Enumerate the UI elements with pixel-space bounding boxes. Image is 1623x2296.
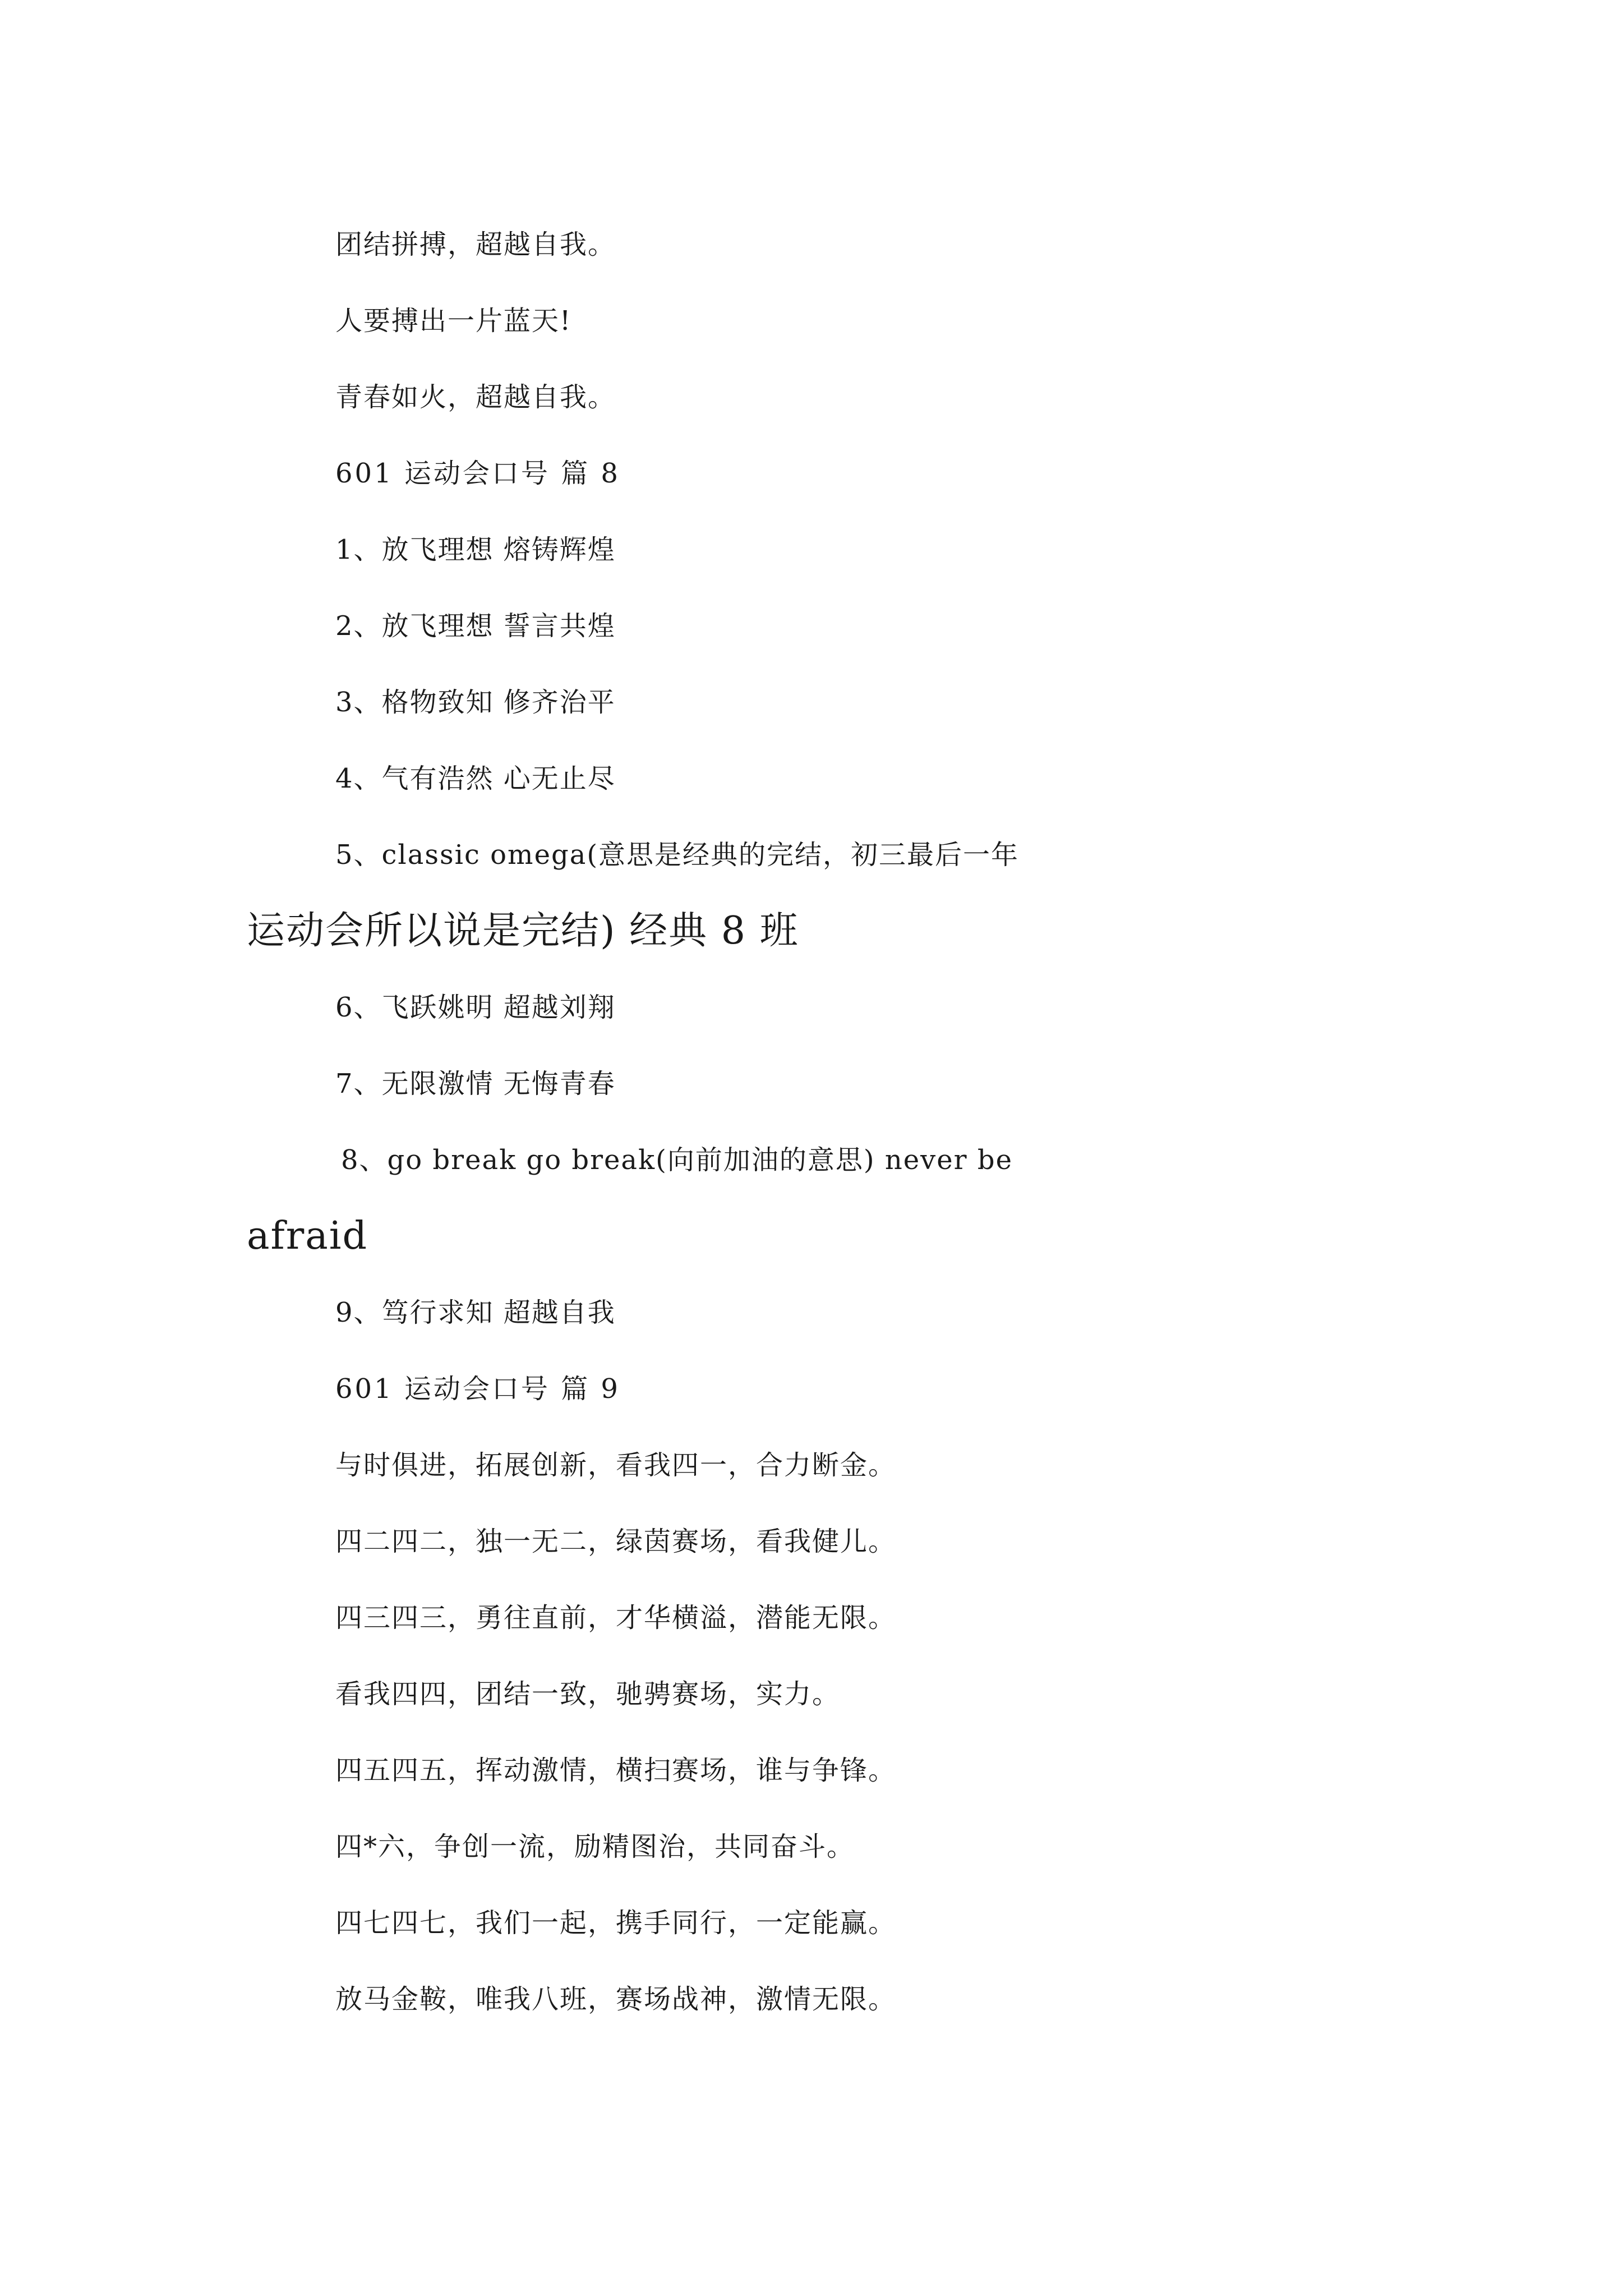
text-line: 团结拼搏，超越自我。: [335, 229, 616, 260]
list-item-continuation: afraid: [247, 1214, 368, 1258]
list-item: 8、go break go break(向前加油的意思) never be: [341, 1144, 1013, 1176]
section-heading: 601 运动会口号 篇 8: [335, 458, 620, 489]
list-item: 5、classic omega(意思是经典的完结，初三最后一年: [335, 839, 1020, 871]
list-item: 1、放飞理想 熔铸辉煌: [335, 534, 616, 565]
paragraph-line: 四*六，争创一流，励精图治，共同奋斗。: [335, 1831, 855, 1862]
list-item: 7、无限激情 无悔青春: [335, 1068, 616, 1099]
list-item: 9、笃行求知 超越自我: [335, 1297, 616, 1328]
text-line: 青春如火，超越自我。: [335, 381, 616, 413]
list-item: 3、格物致知 修齐治平: [335, 687, 616, 718]
list-item-continuation: 运动会所以说是完结) 经典 8 班: [247, 909, 799, 953]
list-item: 4、气有浩然 心无止尽: [335, 763, 616, 794]
list-item: 2、放飞理想 誓言共煌: [335, 610, 616, 642]
paragraph-line: 四三四三，勇往直前，才华横溢，潜能无限。: [335, 1602, 897, 1634]
paragraph-line: 与时俱进，拓展创新，看我四一，合力断金。: [335, 1450, 897, 1481]
paragraph-line: 四七四七，我们一起，携手同行，一定能赢。: [335, 1907, 897, 1939]
list-item: 6、飞跃姚明 超越刘翔: [335, 992, 616, 1023]
section-heading: 601 运动会口号 篇 9: [335, 1373, 620, 1405]
paragraph-line: 四五四五，挥动激情，横扫赛场，谁与争锋。: [335, 1755, 897, 1786]
text-line: 人要搏出一片蓝天!: [335, 305, 572, 337]
paragraph-line: 放马金鞍，唯我八班，赛场战神，激情无限。: [335, 1984, 897, 2015]
paragraph-line: 四二四二，独一无二，绿茵赛场，看我健儿。: [335, 1526, 897, 1557]
paragraph-line: 看我四四，团结一致，驰骋赛场，实力。: [335, 1678, 841, 1710]
